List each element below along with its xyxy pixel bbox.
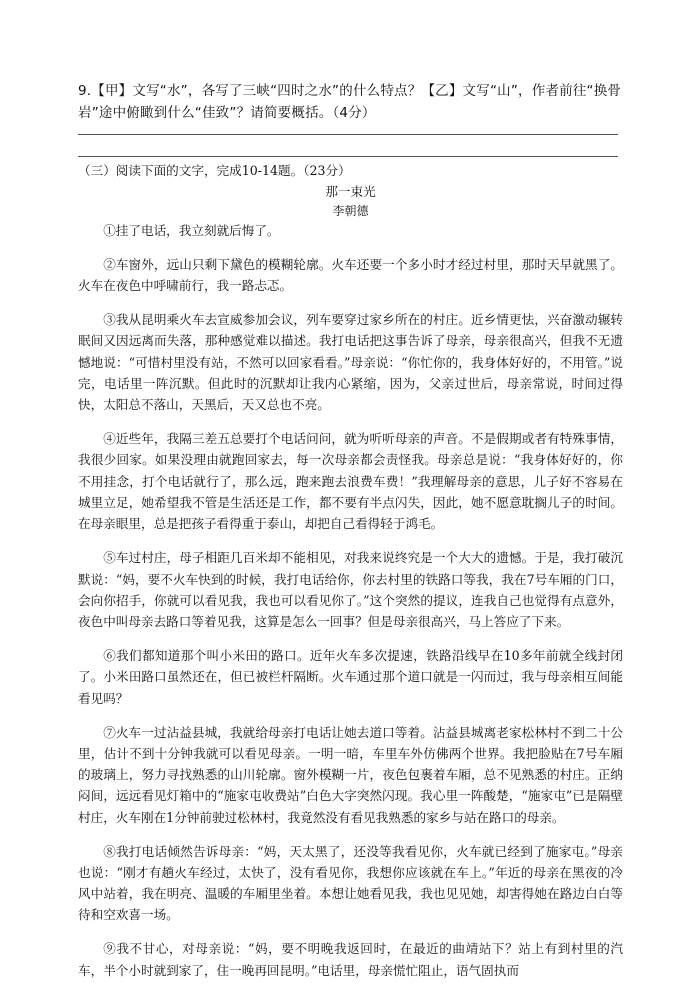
reading-section bbox=[78, 160, 623, 994]
paragraph-9: ⑨我不甘心，对母亲说：“妈，要不明晚我返回时，在最近的曲靖站下？站上有到村里的汽车，半个小时就到家了，住一晚再回昆明。”电话里，母亲慌忙阻止，语气固执而 bbox=[78, 941, 623, 978]
paragraph-1: ①挂了电话，我立刻就后悔了。 bbox=[103, 223, 280, 238]
paragraph-6: ⑥我们都知道那个叫小米田的路口。近年火车多次提速，铁路沿线早在10多年前就全线封闭了。小米田路口虽然还在，但已被栏杆隔断。火车通过那个道口就是一闪而过，我与母亲相互间能看见吗？ bbox=[78, 648, 623, 706]
question-9: 9.【甲】文写“水”，各写了三峡“四时之水”的什么特点？【乙】文写“山”，作者前往“换骨岩”途中俯瞰到什么“佳致”？请简要概括。（4分） bbox=[78, 83, 622, 121]
article-author: 李朝德 bbox=[332, 204, 369, 218]
answer-line-1 bbox=[78, 134, 618, 135]
article-title: 那一束光 bbox=[325, 184, 376, 199]
answer-line-2 bbox=[78, 156, 618, 157]
paragraph-7: ⑦火车一过沾益县城，我就给母亲打电话让她去道口等着。沾益县城离老家松林村不到二十公里，估计不到十分钟我就可以看见母亲。一明一暗，车里车外仿佛两个世界。我把脸贴在7号车厢的玻璃上，努力寻找熟悉的山川轮廓。窗外模糊一片，夜色包裹着车厢，总不见熟悉的村庄。正纳闷间，远远看见灯箱中的“施家屯收费站”白色大字突然闪现。我心里一阵酸楚，“施家屯”已是隔壁村庄，火车刚在1分钟前驶过松林村，我竟然没有看见我熟悉的家乡与站在路口的母亲。 bbox=[78, 724, 623, 825]
paragraph-5: ⑤车过村庄，母子相距几百米却不能相见，对我来说终究是一个大大的遗憾。于是，我打破沉默说：“妈，要不火车快到的时候，我打电话给你，你去村里的铁路口等我，我在7号车厢的门口，会向你招手，你就可以看见我，我也可以看见你了。”这个突然的提议，连我自己也觉得有点意外，夜色中叫母亲去路口等着见我，这算是怎么一回事？但是母亲很高兴，马上答应了下来。 bbox=[78, 550, 623, 630]
section-heading: （三）阅读下面的文字，完成10-14题。（23分） bbox=[78, 163, 351, 178]
paragraph-4: ④近些年，我隔三差五总要打个电话问问，就为听听母亲的声音。不是假期或者有特殊事情，我很少回家。如果没理由就跑回家去，每一次母亲都会责怪我。母亲总是说：“我身体好好的，你不用挂念，打个电话就行了，那么远，跑来跑去浪费车费！”我理解母亲的意思，儿子好不容易在城里立足，她希望我不管是生活还是工作，都不要有半点闪失，因此，她不愿意耽搁儿子的时间。在母亲眼里，总是把孩子看得重于泰山，却把自己看得轻于鸿毛。 bbox=[78, 431, 623, 532]
paragraph-3: ③我从昆明乘火车去宣威参加会议，列车要穿过家乡所在的村庄。近乡情更怯，兴奋激动辗转眠间又因远离而失落，那种感觉难以描述。我打电话把这事告诉了母亲，母亲很高兴，但我不无遗憾地说：“可惜村里没有站，不然可以回家看看。”母亲说：“你忙你的，我身体好好的，不用管。”说完，电话里一阵沉默。但此时的沉默却让我内心紧缩，因为，父亲过世后，母亲常说，时间过得快，太阳总不落山，天黑后，天又总也不亮。 bbox=[78, 312, 623, 413]
paragraph-2: ②车窗外，远山只剩下黛色的模糊轮廓。火车还要一个多小时才经过村里，那时天早就黑了。火车在夜色中呼啸前行，我一路忐忑。 bbox=[78, 256, 623, 294]
paragraph-8: ⑧我打电话倾然告诉母亲：“妈，天太黑了，还没等我看见你，火车就已经到了施家屯。”母亲也说：“刚才有趟火车经过，太快了，没有看见你，我想你应该就在车上。”年近的母亲在黑夜的冷风中站着，我在明亮、温暖的车厢里坐着。本想让她看见我，我也见见她，却害得她在路边白白等待和空欢喜一场。 bbox=[78, 843, 623, 923]
